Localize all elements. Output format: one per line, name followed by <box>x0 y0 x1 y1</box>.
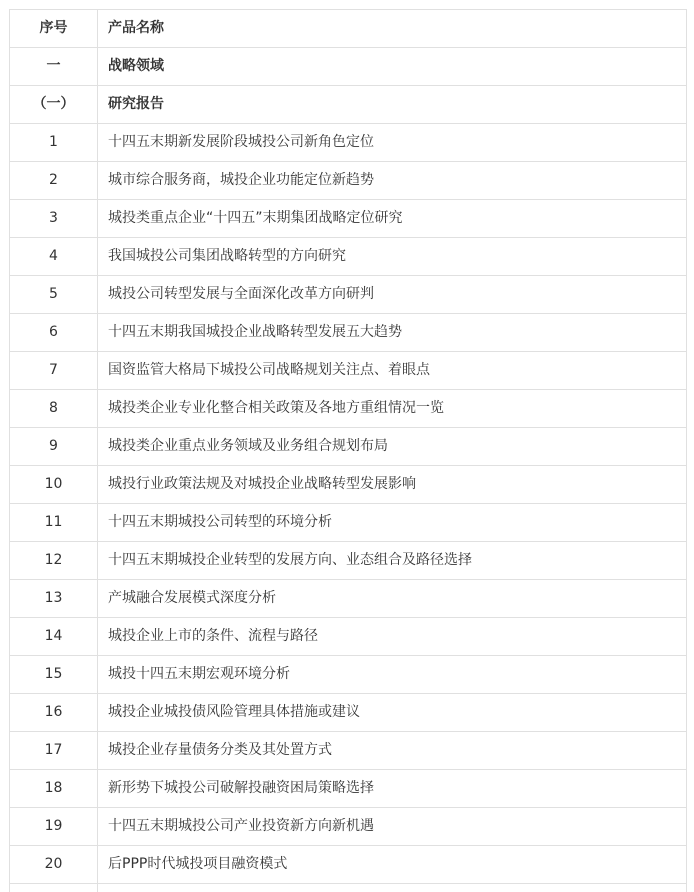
serial-number-cell: 15 <box>10 656 98 694</box>
product-name-cell: 城投公司转型发展与全面深化改革方向研判 <box>98 276 687 314</box>
table-row <box>10 580 687 618</box>
serial-number-cell: （一） <box>10 86 98 124</box>
product-name-cell: 我国城投公司集团战略转型的方向研究 <box>98 238 687 276</box>
product-name-cell: 城投类企业专业化整合相关政策及各地方重组情况一览 <box>98 390 687 428</box>
product-name-cell: 产城融合发展模式深度分析 <box>98 580 687 618</box>
header-product-name: 产品名称 <box>98 10 687 48</box>
table-row <box>10 466 687 504</box>
table-row <box>10 200 687 238</box>
serial-number-cell: 2 <box>10 162 98 200</box>
table-row <box>10 124 687 162</box>
table-row <box>10 276 687 314</box>
table-row <box>10 162 687 200</box>
table-row <box>10 428 687 466</box>
serial-number-cell: 20 <box>10 846 98 884</box>
serial-number-cell: 6 <box>10 314 98 352</box>
product-name-cell: 十四五末期城投企业转型的发展方向、业态组合及路径选择 <box>98 542 687 580</box>
product-name-cell: 城投十四五末期宏观环境分析 <box>98 656 687 694</box>
table-row <box>10 86 687 124</box>
serial-number-cell: 19 <box>10 808 98 846</box>
table-body <box>10 48 687 892</box>
product-name-cell: 城投企业城投债风险管理具体措施或建议 <box>98 694 687 732</box>
product-name-cell: 新形势下城投公司破解投融资困局策略选择 <box>98 770 687 808</box>
table-header-row <box>10 10 687 48</box>
serial-number-cell: 1 <box>10 124 98 162</box>
table-row <box>10 808 687 846</box>
table-row <box>10 656 687 694</box>
product-table <box>9 9 687 892</box>
table-row <box>10 352 687 390</box>
table-row <box>10 238 687 276</box>
product-name-cell: 城投类企业重点业务领域及业务组合规划布局 <box>98 428 687 466</box>
serial-number-cell: 3 <box>10 200 98 238</box>
product-name-cell: 十四五末期城投公司产业投资新方向新机遇 <box>98 808 687 846</box>
serial-number-cell: 4 <box>10 238 98 276</box>
header-serial-number: 序号 <box>10 10 98 48</box>
product-name-cell: 十四五末期我国城投企业战略转型发展五大趋势 <box>98 314 687 352</box>
serial-number-cell: 10 <box>10 466 98 504</box>
product-name-cell: 后PPP时代城投项目融资模式 <box>98 846 687 884</box>
table-row <box>10 770 687 808</box>
product-name-cell: 战略领域 <box>98 48 687 86</box>
serial-number-cell <box>10 884 98 892</box>
product-name-cell: 城投行业政策法规及对城投企业战略转型发展影响 <box>98 466 687 504</box>
table-row <box>10 390 687 428</box>
serial-number-cell: 18 <box>10 770 98 808</box>
serial-number-cell: 5 <box>10 276 98 314</box>
serial-number-cell: 14 <box>10 618 98 656</box>
product-name-cell: 城投企业上市的条件、流程与路径 <box>98 618 687 656</box>
table-row <box>10 504 687 542</box>
product-name-cell: 城市综合服务商，城投企业功能定位新趋势 <box>98 162 687 200</box>
serial-number-cell: 12 <box>10 542 98 580</box>
product-name-cell: 十四五末期城投公司转型的环境分析 <box>98 504 687 542</box>
table-row <box>10 542 687 580</box>
product-name-cell <box>98 884 687 892</box>
serial-number-cell: 17 <box>10 732 98 770</box>
serial-number-cell: 7 <box>10 352 98 390</box>
serial-number-cell: 11 <box>10 504 98 542</box>
table-row <box>10 884 687 892</box>
product-name-cell: 城投企业存量债务分类及其处置方式 <box>98 732 687 770</box>
table-row <box>10 694 687 732</box>
table-row <box>10 314 687 352</box>
product-name-cell: 十四五末期新发展阶段城投公司新角色定位 <box>98 124 687 162</box>
serial-number-cell: 16 <box>10 694 98 732</box>
product-name-cell: 国资监管大格局下城投公司战略规划关注点、着眼点 <box>98 352 687 390</box>
table-row <box>10 618 687 656</box>
serial-number-cell: 9 <box>10 428 98 466</box>
table-row <box>10 846 687 884</box>
serial-number-cell: 13 <box>10 580 98 618</box>
serial-number-cell: 8 <box>10 390 98 428</box>
table-row <box>10 48 687 86</box>
product-name-cell: 研究报告 <box>98 86 687 124</box>
table-row <box>10 732 687 770</box>
serial-number-cell: 一 <box>10 48 98 86</box>
product-name-cell: 城投类重点企业“十四五”末期集团战略定位研究 <box>98 200 687 238</box>
